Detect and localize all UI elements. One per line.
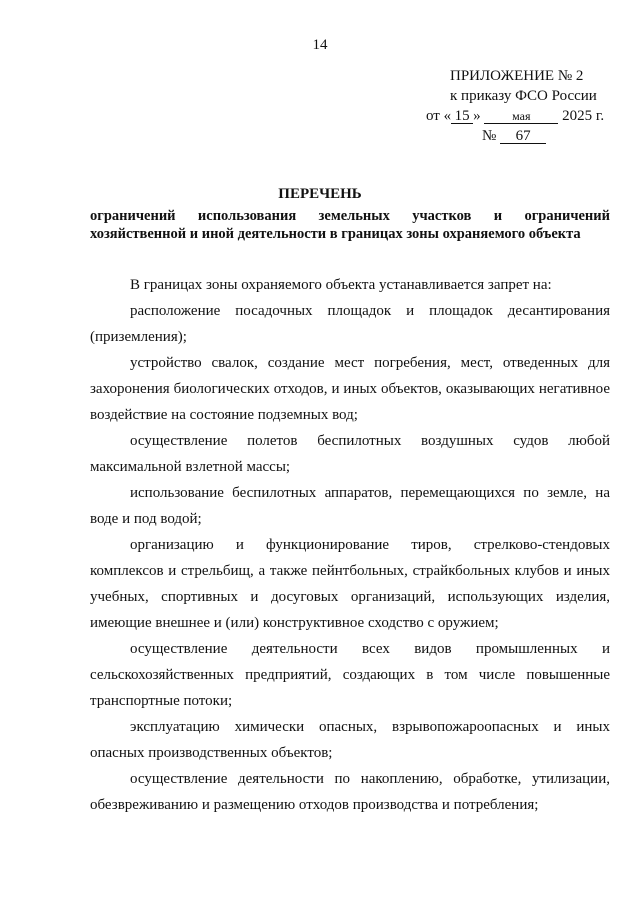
body-text bbox=[90, 272, 610, 818]
list-paragraph: осуществление деятельности всех видов промышленных и сельскохозяйственных предприятий, создающих в том числе повышенные транспортные потоки; bbox=[90, 641, 610, 709]
list-paragraph: использование беспилотных аппаратов, перемещающихся по земле, на воде и под водой; bbox=[90, 485, 610, 527]
appendix-title: ПРИЛОЖЕНИЕ № 2 bbox=[450, 68, 584, 84]
list-paragraph: организацию и функционирование тиров, стрелково-стендовых комплексов и стрельбищ, а также пейнтбольных, страйкбольных клубов и иных учебных, спортивных и досуговых организаций, использующих изделия, имеющие внешнее и (или) конструктивное сходство с оружием; bbox=[90, 537, 610, 631]
date-quote-close: » bbox=[473, 108, 481, 124]
appendix-date bbox=[426, 106, 616, 126]
page-number: 14 bbox=[312, 37, 328, 53]
list-paragraph: эксплуатацию химически опасных, взрывопожароопасных и иных опасных производственных объектов; bbox=[90, 719, 610, 761]
list-paragraph: осуществление деятельности по накоплению, обработке, утилизации, обезвреживанию и размещению отходов производства и потребления; bbox=[90, 771, 610, 813]
subtitle-line: хозяйственной и иной деятельности в границах зоны охраняемого объекта bbox=[90, 226, 581, 242]
appendix-number bbox=[426, 126, 616, 146]
date-day: 15 bbox=[451, 109, 473, 124]
date-month: мая bbox=[484, 109, 558, 124]
list-paragraph: осуществление полетов беспилотных воздушных судов любой максимальной взлетной массы; bbox=[90, 433, 610, 475]
document-title: ПЕРЕЧЕНЬ bbox=[278, 186, 362, 202]
date-year: 2025 г. bbox=[562, 108, 605, 124]
appendix-order: к приказу ФСО России bbox=[450, 88, 597, 104]
list-paragraph: устройство свалок, создание мест погребения, мест, отведенных для захоронения биологических отходов, и иных объектов, оказывающих негативное воздействие на состояние подземных вод; bbox=[90, 355, 610, 423]
list-paragraph: расположение посадочных площадок и площадок десантирования (приземления); bbox=[90, 303, 610, 345]
intro-paragraph: В границах зоны охраняемого объекта устанавливается запрет на: bbox=[130, 277, 552, 293]
number-value: 67 bbox=[500, 129, 546, 144]
document-subtitle bbox=[90, 207, 610, 243]
subtitle-line: ограничений использования земельных участков и ограничений bbox=[90, 208, 610, 224]
date-prefix: от « bbox=[426, 108, 452, 124]
number-prefix: № bbox=[482, 128, 497, 144]
appendix-header bbox=[426, 66, 616, 146]
